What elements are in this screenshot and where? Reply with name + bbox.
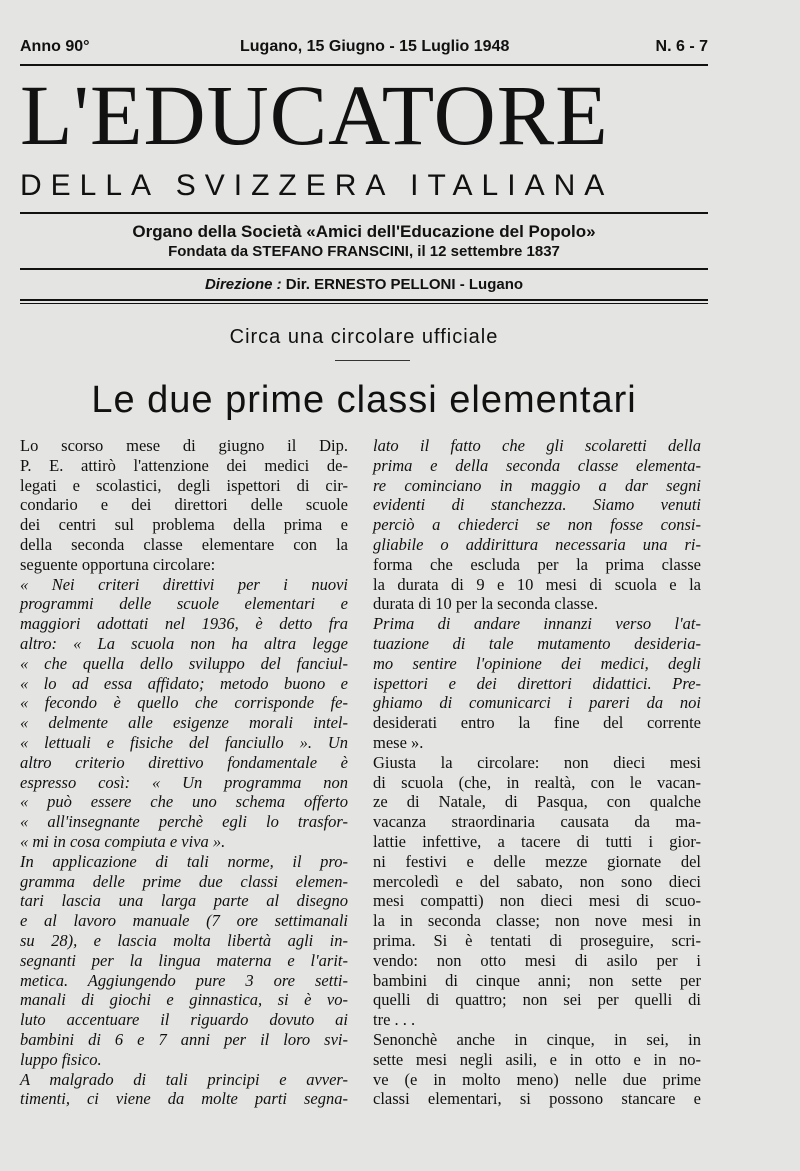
issue-number: N. 6 - 7 [655,38,708,55]
text-line: condario e dei direttori delle scuole [20,495,348,515]
masthead-subtitle: DELLA SVIZZERA ITALIANA [20,169,614,202]
article-kicker: Circa una circolare ufficiale [229,326,499,348]
direction-line [20,276,708,293]
text-line: di scuola (che, in realtà, con le vacan- [373,772,701,792]
text-line: segnanti per la lingua materna e l'arit- [20,950,348,970]
left-column [20,436,348,1109]
text-line: vendo: non otto mesi di asilo per i [373,950,701,970]
text-line: durata di 10 per la seconda classe. [373,594,598,614]
text-line: « delmente alle esigenze morali intel- [20,713,348,733]
text-line: maggiori adottati nel 1936, è detto fra [20,614,348,634]
text-line: dei centri sul problema della prima e [20,515,348,535]
text-line: manali di giochi e ginnastica, si è vo- [20,990,348,1010]
text-line: vacanza straordinaria causata da ma- [373,812,701,832]
text-line: bambini di 6 e 7 anni per il loro svi- [20,1029,348,1049]
text-line: ispettori e dei direttori didattici. Pre- [373,673,701,693]
text-line: prima e della seconda classe elementa- [373,455,701,475]
text-line: Giusta la circolare: non dieci mesi [373,752,701,772]
masthead-rule [20,212,708,214]
text-line: re cominciano in maggio a dar segni [373,475,701,495]
text-line: bambini di cinque anni; non sette per [373,970,701,990]
text-line: tari lascia una larga parte al disegno [20,891,348,911]
right-column [373,436,701,1109]
article-headline: Le due prime classi elementari [91,379,637,421]
text-line: « lettuali e fisiche del fanciullo ». Un [20,732,348,752]
issue-date: Lugano, 15 Giugno - 15 Luglio 1948 [240,38,510,55]
issue-year: Anno 90° [20,38,90,55]
text-line: mercoledì e del sabato, non sono dieci [373,871,701,891]
text-line: « che quella dello sviluppo del fanciul- [20,653,348,673]
text-line: « fecondo è quello che corrisponde fe- [20,693,348,713]
kicker-divider [335,360,410,361]
text-line: gramma delle prime due classi elemen- [20,871,348,891]
text-line: lattie infettive, a tacere di tutti i gior- [373,831,701,851]
text-line: classi elementari, si possono stancare e [373,1089,701,1109]
founded-line: Fondata da STEFANO FRANSCINI, il 12 settembre 1837 [168,243,560,260]
issue-header [20,38,708,60]
text-line: evidenti di stanchezza. Siamo venuti [373,495,701,515]
direction-label: Direzione : [204,276,282,293]
text-line: legati e scolastici, degli ispettori di cir- [20,475,348,495]
text-line: sette mesi negli asili, e in otto e in no- [373,1049,701,1069]
text-line: « può essere che uno schema offerto [20,792,348,812]
text-line: seguente opportuna circolare: [20,554,216,574]
text-line: luppo fisico. [20,1049,102,1069]
text-line: perciò a chiederci se non fosse consi- [373,515,701,535]
text-line: forma che escluda per la prima classe [373,554,701,574]
text-line: In applicazione di tali norme, il pro- [20,851,348,871]
text-line: « all'insegnante perchè egli lo trasfor- [20,812,348,832]
text-line: ve (e in molto meno) nelle due prime [373,1069,701,1089]
text-line: mese ». [373,732,424,752]
text-line: tre . . . [373,1010,416,1030]
text-line: la durata di 9 e 10 mesi di scuola e la [373,574,701,594]
direction-name: Dir. ERNESTO PELLONI - Lugano [285,276,524,293]
text-line: espresso così: « Un programma non [20,772,348,792]
text-line: lato il fatto che gli scolaretti della [373,436,701,455]
org-rule [20,268,708,270]
masthead-title: L'EDUCATORE [20,67,609,163]
text-line: prima. Si è tentati di proseguire, scri- [373,930,701,950]
text-line: P. E. attirò l'attenzione dei medici de- [20,455,348,475]
text-line: su 28), e lascia molta libertà agli in- [20,930,348,950]
text-line: desiderati entro la fine del corrente [373,713,701,733]
text-line: « mi in cosa compiuta e viva ». [20,831,226,851]
text-line: quelli di quattro; non sei per quelli di [373,990,701,1010]
text-line: « lo ad essa affidato; metodo buono e [20,673,348,693]
direction-rule-bottom [20,303,708,304]
text-line: ghiamo di comunicarci i pareri da noi [373,693,701,713]
organ-line: Organo della Società «Amici dell'Educazione del Popolo» [132,222,596,241]
text-line: della seconda classe elementare con la [20,534,348,554]
text-line: ze di Natale, di Pasqua, con qualche [373,792,701,812]
text-line: Senonchè anche in cinque, in sei, in [373,1029,701,1049]
direction-rule-top [20,299,708,301]
text-line: luto accentuare il riguardo dovuto ai [20,1010,348,1030]
text-line: Prima di andare innanzi verso l'at- [373,614,701,634]
text-line: ni festivi e delle mezze giornate del [373,851,701,871]
text-line: altro criterio direttivo fondamentale è [20,752,348,772]
text-line: mo sentire l'opinione dei medici, degli [373,653,701,673]
text-line: Lo scorso mese di giugno il Dip. [20,436,348,455]
text-line: timenti, ci viene da molte parti segna- [20,1089,348,1109]
text-line: « Nei criteri direttivi per i nuovi [20,574,348,594]
header-rule [20,64,708,66]
text-line: programmi delle scuole elementari e [20,594,348,614]
text-line: altro: « La scuola non ha altra legge [20,633,348,653]
text-line: e al lavoro manuale (7 ore settimanali [20,911,348,931]
text-line: gliabile o addirittura necessaria una ri- [373,534,701,554]
text-line: mesi compatti) non dieci mesi di scuo- [373,891,701,911]
text-line: A malgrado di tali principi e avver- [20,1069,348,1089]
text-line: tuazione di tale mutamento desideria- [373,633,701,653]
text-line: la in seconda classe; non nove mesi in [373,911,701,931]
text-line: metica. Aggiungendo pure 3 ore setti- [20,970,348,990]
